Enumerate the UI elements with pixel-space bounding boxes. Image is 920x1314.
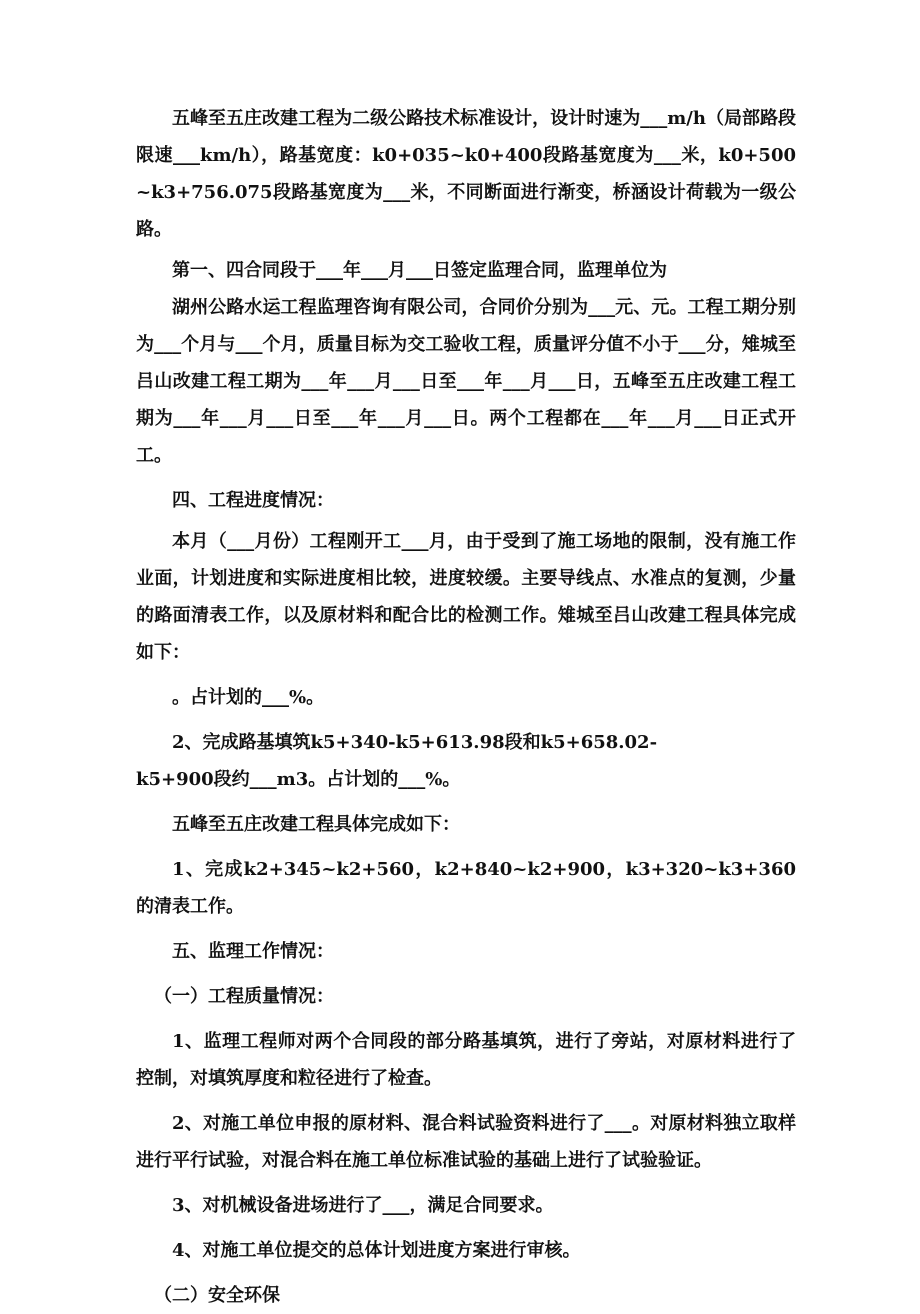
paragraph-quality-item-3: 3、对机械设备进场进行了___，满足合同要求。 [172,1195,554,1216]
paragraph-quality-item-2: 2、对施工单位申报的原材料、混合料试验资料进行了___。对原材料独立取样进行平行试验，对混合料在施工单位标准试验的基础上进行了试验验证。 [136,1113,796,1171]
subheading-safety-environment: （二）安全环保 [154,1285,280,1306]
paragraph-clearing-work: 1、完成k2+345~k2+560，k2+840~k2+900，k3+320~k3+360的清表工作。 [136,859,796,917]
paragraph-supervision-unit: 湖州公路水运工程监理咨询有限公司，合同价分别为___元、元。工程工期分别为___个月与___个月，质量目标为交工验收工程，质量评分值不小于___分，雉城至吕山改建工程工期为___年___月___日至___年___月___日，五峰至五庄改建工程工期为___年___月___日至___年___月___日。两个工程都在___年___月___日正式开工。 [136,297,796,466]
paragraph-monthly-progress: 本月（___月份）工程刚开工___月，由于受到了施工场地的限制，没有施工作业面，计划进度和实际进度相比较，进度较缓。主要导线点、水准点的复测，少量的路面清表工作，以及原材料和配合比的检测工作。雉城至吕山改建工程具体完成如下： [136,531,796,663]
paragraph-subgrade-volume: k5+900段约___m3。占计划的___%。 [136,769,461,790]
subheading-quality: （一）工程质量情况： [154,986,334,1007]
document-body [136,100,796,1314]
paragraph-project-design: 五峰至五庄改建工程为二级公路技术标准设计，设计时速为___m/h（局部路段限速___km/h），路基宽度：k0+035~k0+400段路基宽度为___米，k0+500~k3+756.075段路基宽度为___米，不同断面进行渐变，桥涵设计荷载为一级公路。 [136,108,796,240]
paragraph-subgrade-filling: 2、完成路基填筑k5+340-k5+613.98段和k5+658.02- [172,732,658,753]
paragraph-wufeng-completion: 五峰至五庄改建工程具体完成如下： [172,814,460,835]
section-heading-progress: 四、工程进度情况： [172,490,334,511]
paragraph-quality-item-1: 1、监理工程师对两个合同段的部分路基填筑，进行了旁站，对原材料进行了控制，对填筑厚度和粒径进行了检查。 [136,1031,796,1089]
paragraph-contract-signing: 第一、四合同段于___年___月___日签定监理合同，监理单位为 [172,260,667,281]
paragraph-plan-percent: 。占计划的___%。 [172,687,325,708]
paragraph-quality-item-4: 4、对施工单位提交的总体计划进度方案进行审核。 [172,1240,581,1261]
section-heading-supervision: 五、监理工作情况： [172,941,334,962]
